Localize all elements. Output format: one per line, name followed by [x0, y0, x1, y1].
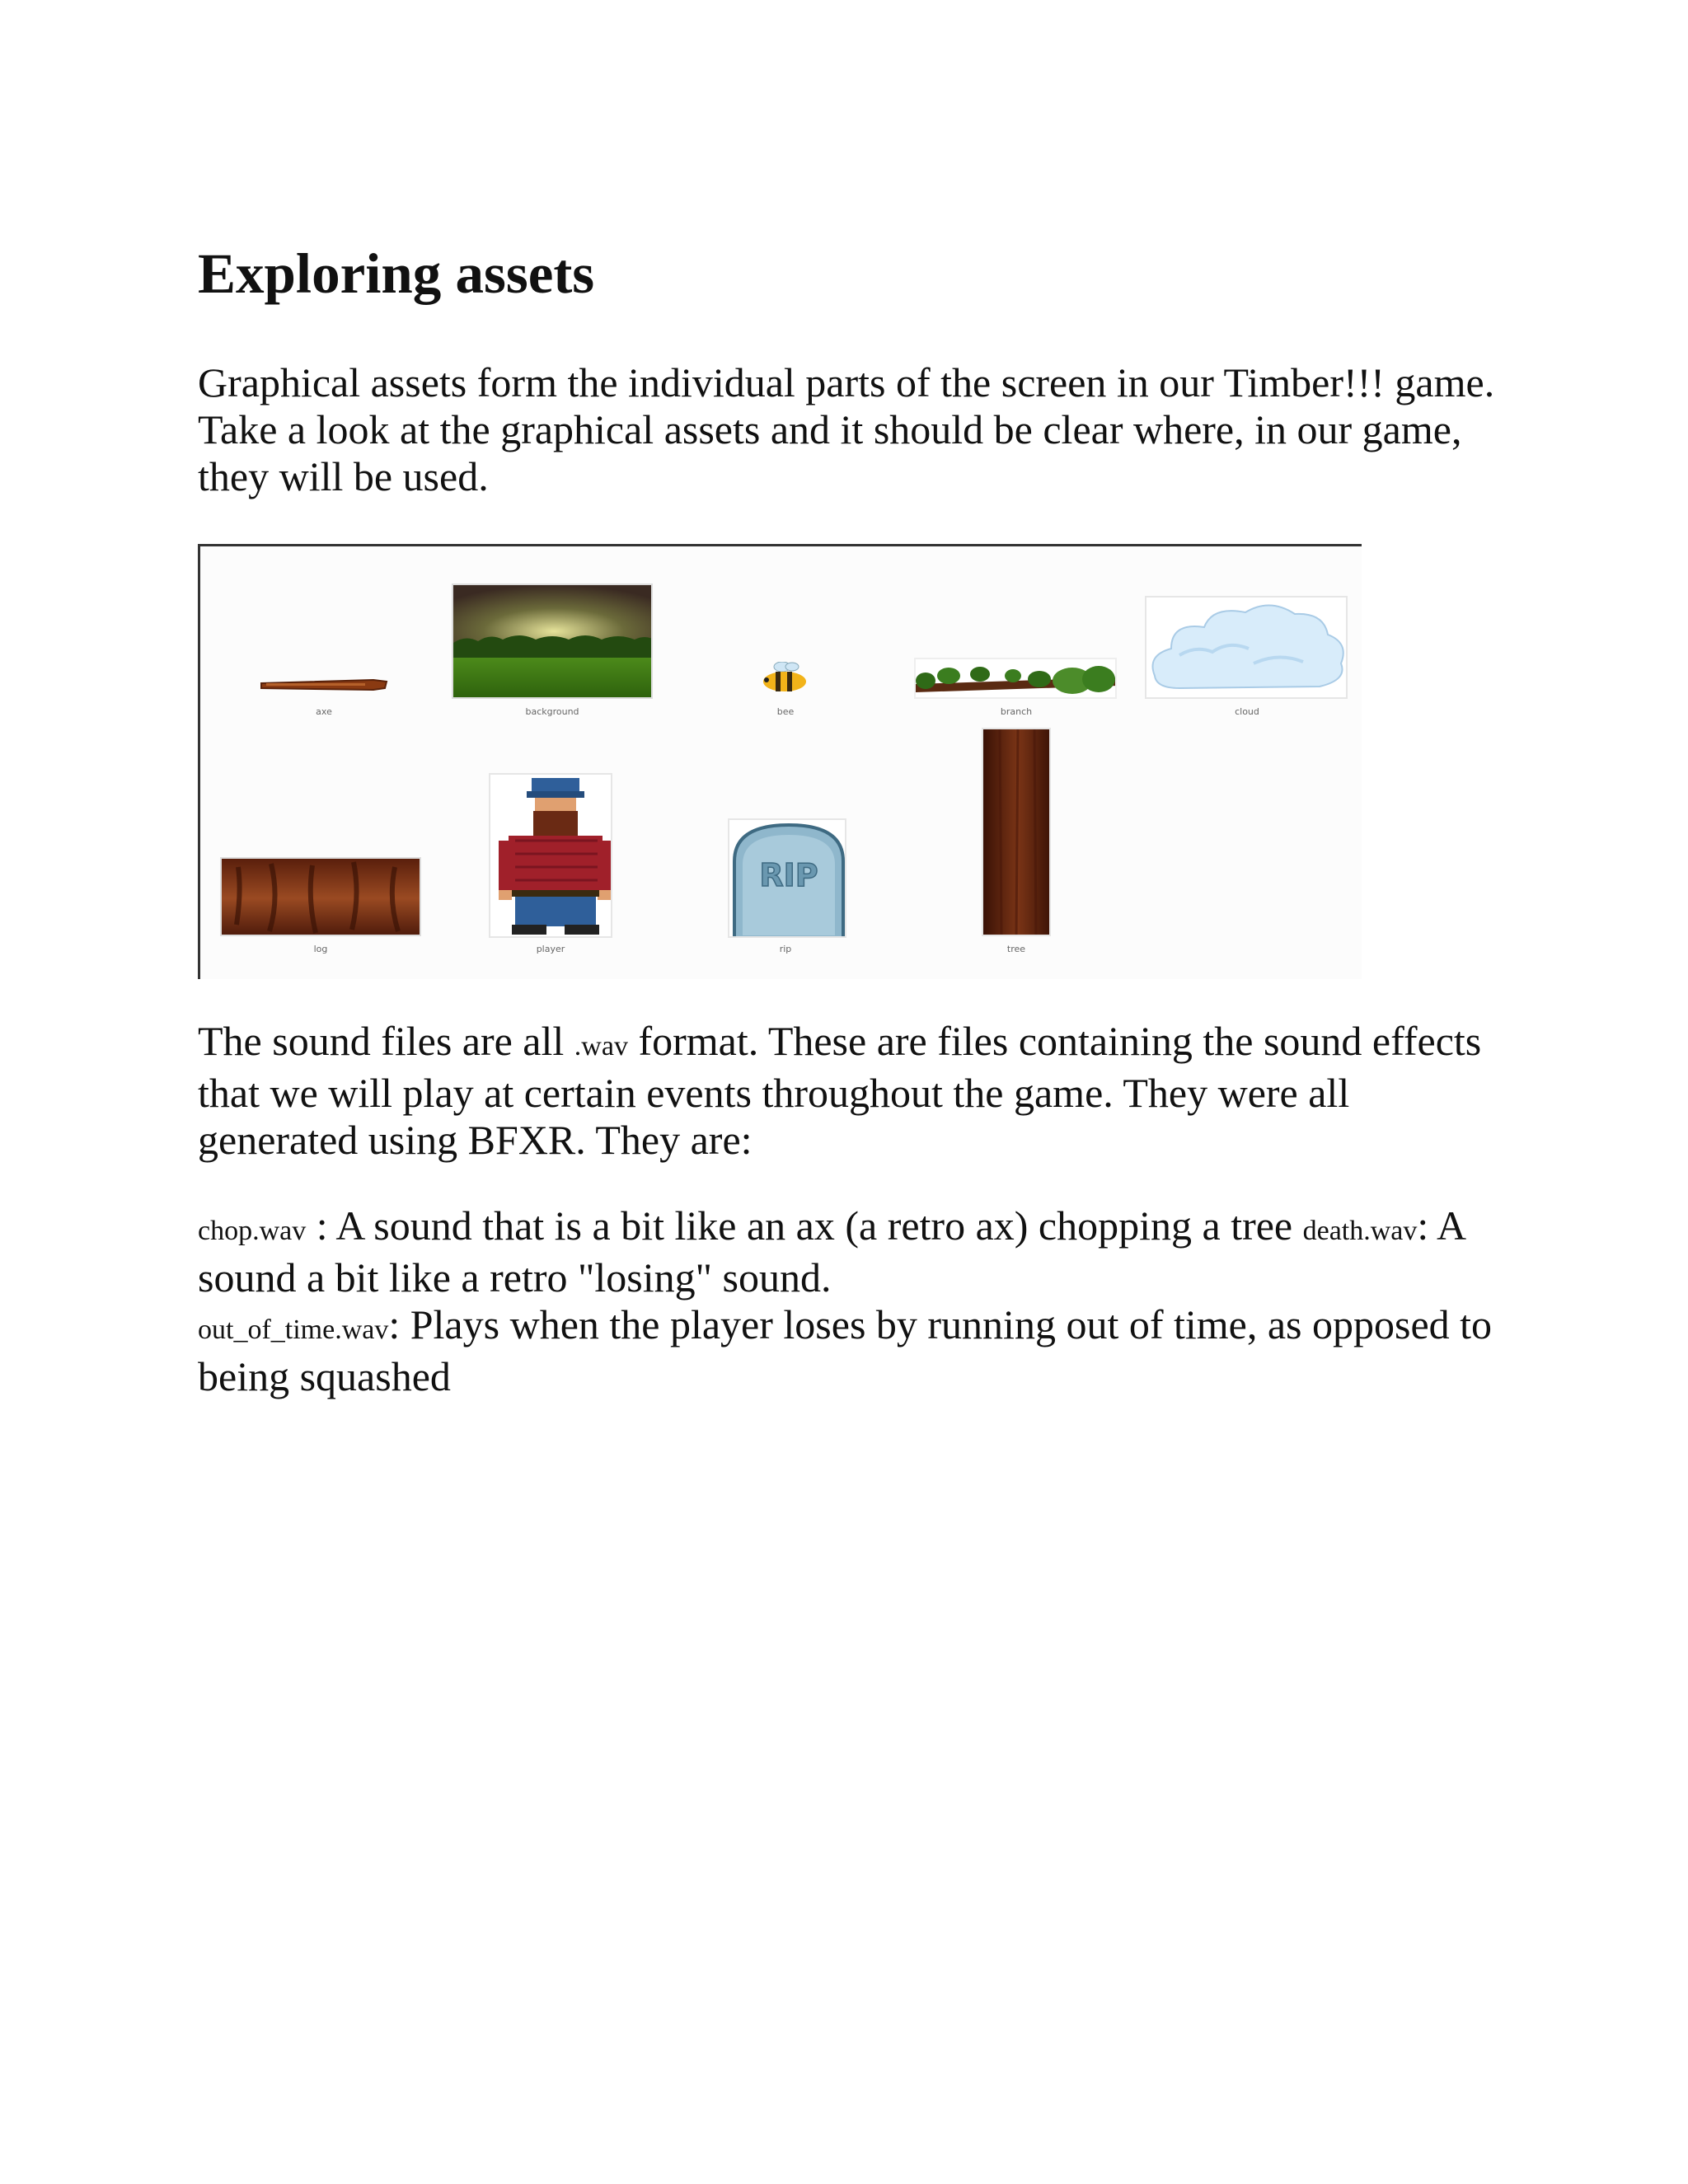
branch-caption: branch — [1000, 706, 1033, 717]
cloud-icon — [1145, 596, 1348, 699]
player-icon — [489, 773, 612, 938]
death-description: : A sound a bit like a retro "losing" sound. — [198, 1202, 1465, 1301]
out-of-time-filename: out_of_time.wav — [198, 1315, 389, 1345]
bee-caption: bee — [776, 706, 795, 717]
bee-icon — [759, 662, 810, 695]
tree-caption: tree — [1006, 944, 1026, 954]
cloud-caption: cloud — [1235, 706, 1259, 717]
branch-icon — [914, 658, 1117, 699]
sound-list — [198, 1202, 1517, 1400]
axe-icon — [258, 672, 390, 695]
background-icon — [452, 583, 653, 699]
log-icon — [220, 857, 421, 936]
death-filename: death.wav — [1302, 1216, 1418, 1246]
assets-figure — [198, 544, 1362, 979]
chop-filename: chop.wav — [198, 1216, 307, 1246]
rip-text: RIP — [759, 857, 818, 893]
out-of-time-description: : Plays when the player loses by running out of time, as opposed to being squashed — [198, 1301, 1493, 1399]
sound-files-paragraph — [198, 1018, 1517, 1164]
background-caption: background — [525, 706, 579, 717]
log-caption: log — [313, 944, 328, 954]
page-title: Exploring assets — [198, 242, 595, 305]
rip-caption: rip — [779, 944, 792, 954]
chop-description: : A sound that is a bit like an ax (a retro ax) chopping a tree — [306, 1202, 1303, 1249]
intro-paragraph: Graphical assets form the individual parts of the screen in our Timber!!! game. Take a look at the graphical assets and it should be clear where, in our game, they will be used. — [198, 359, 1495, 499]
para2-text-after: format. These are files containing the sound effects that we will play at certain events throughout the game. They were all generated using BFXR. They are: — [198, 1018, 1482, 1163]
para2-text-before: The sound files are all — [198, 1018, 574, 1064]
axe-caption: axe — [316, 706, 332, 717]
tree-icon — [982, 728, 1051, 936]
rip-icon — [728, 818, 846, 938]
wav-format-code: .wav — [574, 1031, 628, 1062]
player-caption: player — [536, 944, 565, 954]
